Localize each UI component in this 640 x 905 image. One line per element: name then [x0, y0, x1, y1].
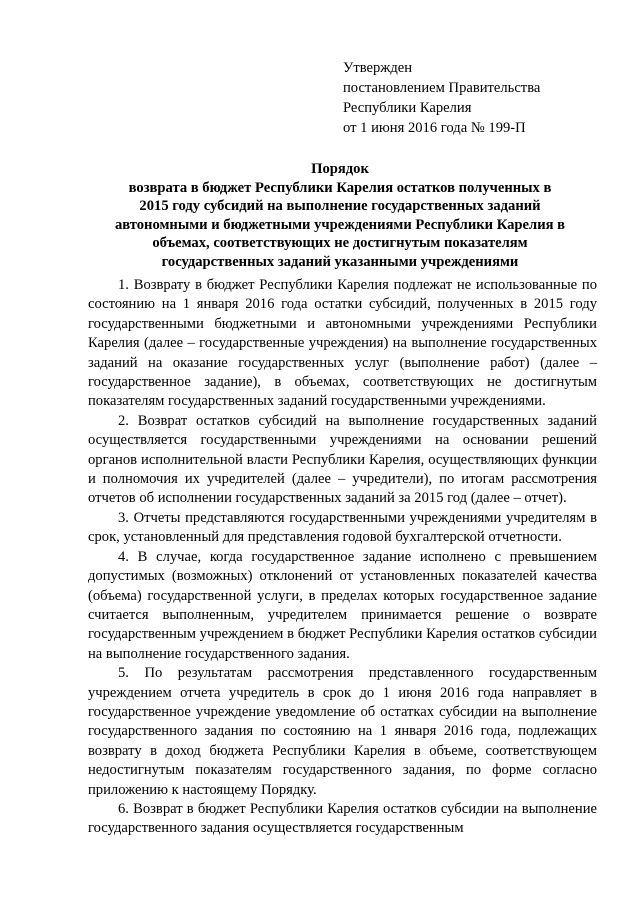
approval-line-republic: Республики Карелия: [343, 100, 472, 116]
paragraph-3: 3. Отчеты представляются государственными учреждениями учредителям в срок, установленный для представления годовой бухгалтерской отчетности.: [88, 509, 597, 546]
approval-line-resolution: постановлением Правительства: [343, 80, 541, 96]
approval-line-date-number: от 1 июня 2016 года № 199-П: [343, 120, 526, 136]
title-line: возврата в бюджет Республики Карелия остатков полученных в: [128, 179, 552, 196]
title-line: объемах, соответствующих не достигнутым показателям: [152, 235, 528, 251]
paragraph-1: 1. Возврату в бюджет Республики Карелия подлежат не использованные по состоянию на 1 января 2016 года остатки субсидий, полученных в 2015 году государственными бюджетными и автономными учреждениями Республики Карелия (далее – государственные учреждения) на выполнение государственных заданий на оказание государственных услуг (выполнение работ) (далее – государственное задание), в объемах, соответствующих не достигнутым показателям государственных заданий государственными учреждениями.: [88, 277, 597, 410]
paragraph-4: 4. В случае, когда государственное задание исполнено с превышением допустимых (возможных) отклонений от установленных показателей качества (объема) государственной услуги, в пределах которых государственное задание считается выполненным, учредителем принимается решение о возврате государственным учреждением в бюджет Республики Карелия остатков субсидии на выполнение государственного задания.: [88, 548, 597, 662]
document-title: [80, 160, 600, 271]
document-body: [88, 276, 597, 839]
title-heading: Порядок: [311, 161, 369, 177]
title-line: автономными и бюджетными учреждениями Республики Карелия в: [114, 216, 566, 233]
title-line: государственных заданий указанными учреждениями: [161, 253, 519, 270]
paragraph-6: 6. Возврат в бюджет Республики Карелия остатков субсидии на выполнение государственного задания осуществляется государственным: [88, 800, 597, 837]
paragraph-5: 5. По результатам рассмотрения представленного государственным учреждением отчета учредитель в срок до 1 июня 2016 года направляет в государственное учреждение уведомление об остатках субсидии на выполнение государственного задания по состоянию на 1 января 2016 года, подлежащих возврату в доход бюджета Республики Карелия в объеме, соответствующем недостигнутым показателям государственного задания, по форме согласно приложению к настоящему Порядку.: [88, 665, 597, 798]
approval-block: [343, 58, 540, 138]
approval-line-approved: Утвержден: [343, 60, 413, 76]
paragraph-2: 2. Возврат остатков субсидий на выполнение государственных заданий осуществляется государственными учреждениями на основании решений органов исполнительной власти Республики Карелия, осуществляющих функции и полномочия их учредителей (далее – учредители), по итогам рассмотрения отчетов об исполнении государственных заданий за 2015 год (далее – отчет).: [88, 412, 597, 507]
title-line: 2015 году субсидий на выполнение государственных заданий: [139, 198, 541, 214]
